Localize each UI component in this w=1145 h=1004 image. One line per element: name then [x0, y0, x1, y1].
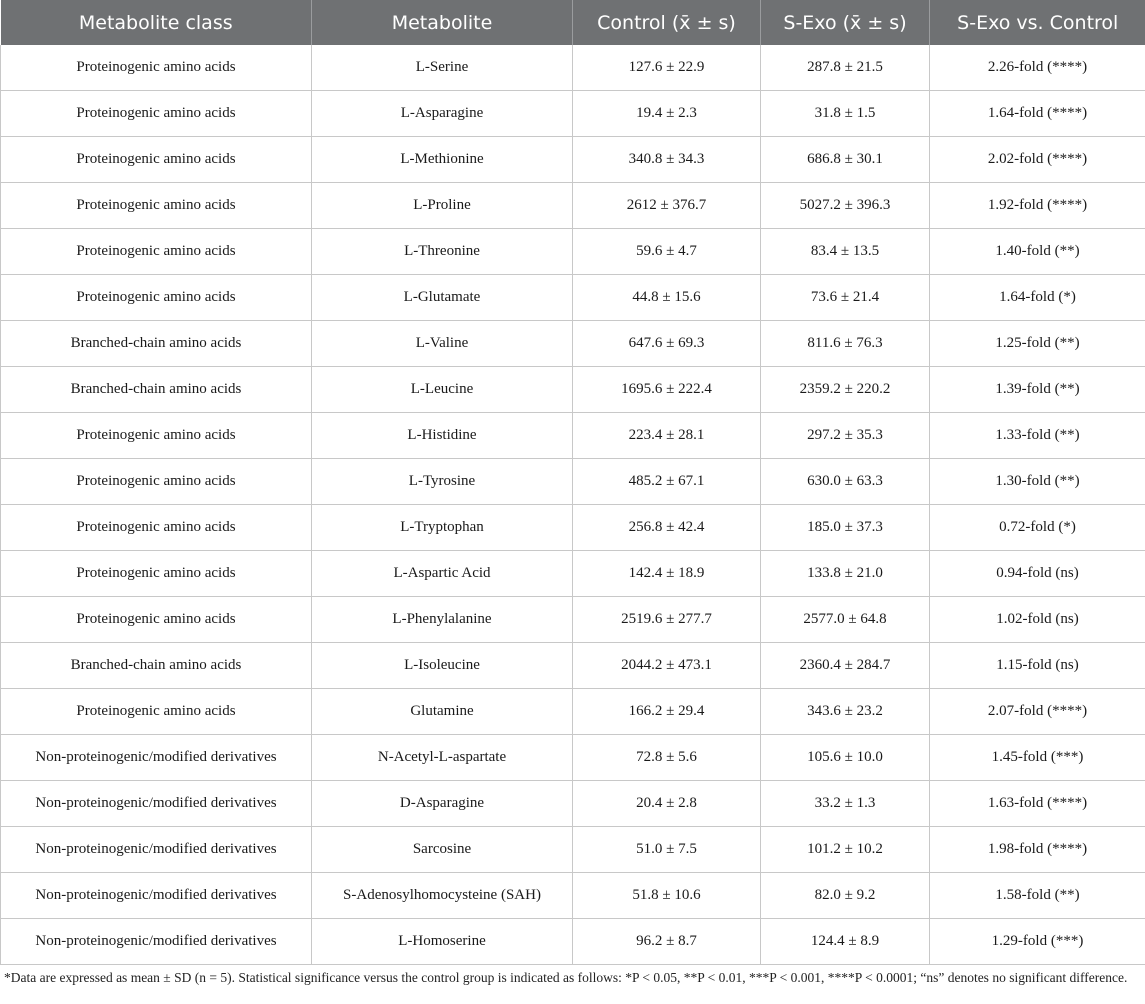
control-value-cell: 72.8 ± 5.6 — [573, 735, 761, 781]
table-row — [1, 91, 1145, 137]
metabolite-class-cell: Proteinogenic amino acids — [1, 459, 312, 505]
sexo-value-cell: 343.6 ± 23.2 — [761, 689, 930, 735]
table-header — [1, 0, 1145, 45]
metabolite-class-cell: Non-proteinogenic/modified derivatives — [1, 919, 312, 965]
fold-change-cell: 1.02-fold (ns) — [930, 597, 1145, 643]
control-value-cell: 485.2 ± 67.1 — [573, 459, 761, 505]
control-value-cell: 51.0 ± 7.5 — [573, 827, 761, 873]
metabolite-class-cell: Non-proteinogenic/modified derivatives — [1, 781, 312, 827]
table-row — [1, 229, 1145, 275]
fold-change-cell: 2.26-fold (****) — [930, 45, 1145, 91]
metabolite-name-cell: Glutamine — [312, 689, 573, 735]
sexo-value-cell: 101.2 ± 10.2 — [761, 827, 930, 873]
control-value-cell: 166.2 ± 29.4 — [573, 689, 761, 735]
column-header: Control (x̄ ± s) — [573, 0, 761, 45]
control-value-cell: 19.4 ± 2.3 — [573, 91, 761, 137]
fold-change-cell: 1.58-fold (**) — [930, 873, 1145, 919]
table-row — [1, 275, 1145, 321]
fold-change-cell: 2.02-fold (****) — [930, 137, 1145, 183]
sexo-value-cell: 630.0 ± 63.3 — [761, 459, 930, 505]
metabolite-name-cell: L-Tryptophan — [312, 505, 573, 551]
fold-change-cell: 1.40-fold (**) — [930, 229, 1145, 275]
control-value-cell: 44.8 ± 15.6 — [573, 275, 761, 321]
control-value-cell: 2519.6 ± 277.7 — [573, 597, 761, 643]
metabolite-class-cell: Non-proteinogenic/modified derivatives — [1, 873, 312, 919]
fold-change-cell: 0.94-fold (ns) — [930, 551, 1145, 597]
metabolite-class-cell: Branched-chain amino acids — [1, 643, 312, 689]
sexo-value-cell: 73.6 ± 21.4 — [761, 275, 930, 321]
metabolite-class-cell: Non-proteinogenic/modified derivatives — [1, 827, 312, 873]
metabolite-name-cell: L-Glutamate — [312, 275, 573, 321]
table-row — [1, 45, 1145, 91]
fold-change-cell: 1.64-fold (****) — [930, 91, 1145, 137]
metabolite-class-cell: Proteinogenic amino acids — [1, 505, 312, 551]
metabolite-class-cell: Proteinogenic amino acids — [1, 137, 312, 183]
metabolite-name-cell: L-Homoserine — [312, 919, 573, 965]
control-value-cell: 142.4 ± 18.9 — [573, 551, 761, 597]
metabolite-name-cell: D-Asparagine — [312, 781, 573, 827]
metabolite-class-cell: Proteinogenic amino acids — [1, 91, 312, 137]
fold-change-cell: 1.92-fold (****) — [930, 183, 1145, 229]
metabolite-class-cell: Proteinogenic amino acids — [1, 229, 312, 275]
control-value-cell: 127.6 ± 22.9 — [573, 45, 761, 91]
column-header: S-Exo (x̄ ± s) — [761, 0, 930, 45]
metabolite-name-cell: L-Serine — [312, 45, 573, 91]
sexo-value-cell: 82.0 ± 9.2 — [761, 873, 930, 919]
sexo-value-cell: 83.4 ± 13.5 — [761, 229, 930, 275]
control-value-cell: 647.6 ± 69.3 — [573, 321, 761, 367]
sexo-value-cell: 2577.0 ± 64.8 — [761, 597, 930, 643]
table-row — [1, 413, 1145, 459]
metabolite-class-cell: Proteinogenic amino acids — [1, 413, 312, 459]
control-value-cell: 96.2 ± 8.7 — [573, 919, 761, 965]
metabolite-name-cell: Sarcosine — [312, 827, 573, 873]
control-value-cell: 2044.2 ± 473.1 — [573, 643, 761, 689]
sexo-value-cell: 5027.2 ± 396.3 — [761, 183, 930, 229]
table-row — [1, 643, 1145, 689]
metabolite-name-cell: L-Histidine — [312, 413, 573, 459]
control-value-cell: 20.4 ± 2.8 — [573, 781, 761, 827]
fold-change-cell: 1.63-fold (****) — [930, 781, 1145, 827]
sexo-value-cell: 686.8 ± 30.1 — [761, 137, 930, 183]
metabolite-class-cell: Branched-chain amino acids — [1, 321, 312, 367]
table-row — [1, 873, 1145, 919]
sexo-value-cell: 105.6 ± 10.0 — [761, 735, 930, 781]
fold-change-cell: 1.30-fold (**) — [930, 459, 1145, 505]
sexo-value-cell: 31.8 ± 1.5 — [761, 91, 930, 137]
table-row — [1, 505, 1145, 551]
table-row — [1, 551, 1145, 597]
fold-change-cell: 1.39-fold (**) — [930, 367, 1145, 413]
table-row — [1, 689, 1145, 735]
sexo-value-cell: 185.0 ± 37.3 — [761, 505, 930, 551]
table-row — [1, 597, 1145, 643]
fold-change-cell: 2.07-fold (****) — [930, 689, 1145, 735]
sexo-value-cell: 2360.4 ± 284.7 — [761, 643, 930, 689]
header-row — [1, 0, 1145, 45]
table-row — [1, 459, 1145, 505]
sexo-value-cell: 287.8 ± 21.5 — [761, 45, 930, 91]
metabolite-name-cell: L-Leucine — [312, 367, 573, 413]
table-row — [1, 367, 1145, 413]
sexo-value-cell: 124.4 ± 8.9 — [761, 919, 930, 965]
control-value-cell: 256.8 ± 42.4 — [573, 505, 761, 551]
control-value-cell: 51.8 ± 10.6 — [573, 873, 761, 919]
fold-change-cell: 0.72-fold (*) — [930, 505, 1145, 551]
metabolite-class-cell: Proteinogenic amino acids — [1, 597, 312, 643]
sexo-value-cell: 811.6 ± 76.3 — [761, 321, 930, 367]
sexo-value-cell: 297.2 ± 35.3 — [761, 413, 930, 459]
fold-change-cell: 1.15-fold (ns) — [930, 643, 1145, 689]
metabolite-class-cell: Proteinogenic amino acids — [1, 551, 312, 597]
fold-change-cell: 1.33-fold (**) — [930, 413, 1145, 459]
control-value-cell: 2612 ± 376.7 — [573, 183, 761, 229]
table-row — [1, 827, 1145, 873]
column-header: S-Exo vs. Control — [930, 0, 1145, 45]
table-row — [1, 919, 1145, 965]
metabolite-class-cell: Proteinogenic amino acids — [1, 45, 312, 91]
metabolite-name-cell: N-Acetyl-L-aspartate — [312, 735, 573, 781]
sexo-value-cell: 133.8 ± 21.0 — [761, 551, 930, 597]
metabolite-name-cell: L-Phenylalanine — [312, 597, 573, 643]
table-row — [1, 735, 1145, 781]
fold-change-cell: 1.64-fold (*) — [930, 275, 1145, 321]
metabolite-name-cell: L-Aspartic Acid — [312, 551, 573, 597]
table-row — [1, 321, 1145, 367]
metabolite-name-cell: L-Proline — [312, 183, 573, 229]
metabolite-class-cell: Non-proteinogenic/modified derivatives — [1, 735, 312, 781]
metabolite-name-cell: L-Threonine — [312, 229, 573, 275]
column-header: Metabolite — [312, 0, 573, 45]
control-value-cell: 223.4 ± 28.1 — [573, 413, 761, 459]
metabolite-name-cell: S-Adenosylhomocysteine (SAH) — [312, 873, 573, 919]
control-value-cell: 59.6 ± 4.7 — [573, 229, 761, 275]
table-body — [1, 45, 1145, 965]
table-footnote: *Data are expressed as mean ± SD (n = 5). Statistical significance versus the control group is indicated as follows: *P < 0.05, **P < 0.01, ***P < 0.001, ****P < 0.0001; “ns” denotes no significant difference. — [4, 970, 1128, 985]
metabolite-name-cell: L-Asparagine — [312, 91, 573, 137]
fold-change-cell: 1.98-fold (****) — [930, 827, 1145, 873]
metabolite-class-cell: Proteinogenic amino acids — [1, 689, 312, 735]
sexo-value-cell: 2359.2 ± 220.2 — [761, 367, 930, 413]
metabolite-class-cell: Proteinogenic amino acids — [1, 275, 312, 321]
metabolite-class-cell: Proteinogenic amino acids — [1, 183, 312, 229]
metabolite-name-cell: L-Valine — [312, 321, 573, 367]
fold-change-cell: 1.45-fold (***) — [930, 735, 1145, 781]
control-value-cell: 1695.6 ± 222.4 — [573, 367, 761, 413]
metabolite-name-cell: L-Isoleucine — [312, 643, 573, 689]
metabolite-name-cell: L-Tyrosine — [312, 459, 573, 505]
metabolite-name-cell: L-Methionine — [312, 137, 573, 183]
control-value-cell: 340.8 ± 34.3 — [573, 137, 761, 183]
fold-change-cell: 1.29-fold (***) — [930, 919, 1145, 965]
table-row — [1, 781, 1145, 827]
table-row — [1, 183, 1145, 229]
table-row — [1, 137, 1145, 183]
metabolite-class-cell: Branched-chain amino acids — [1, 367, 312, 413]
column-header: Metabolite class — [1, 0, 312, 45]
sexo-value-cell: 33.2 ± 1.3 — [761, 781, 930, 827]
fold-change-cell: 1.25-fold (**) — [930, 321, 1145, 367]
